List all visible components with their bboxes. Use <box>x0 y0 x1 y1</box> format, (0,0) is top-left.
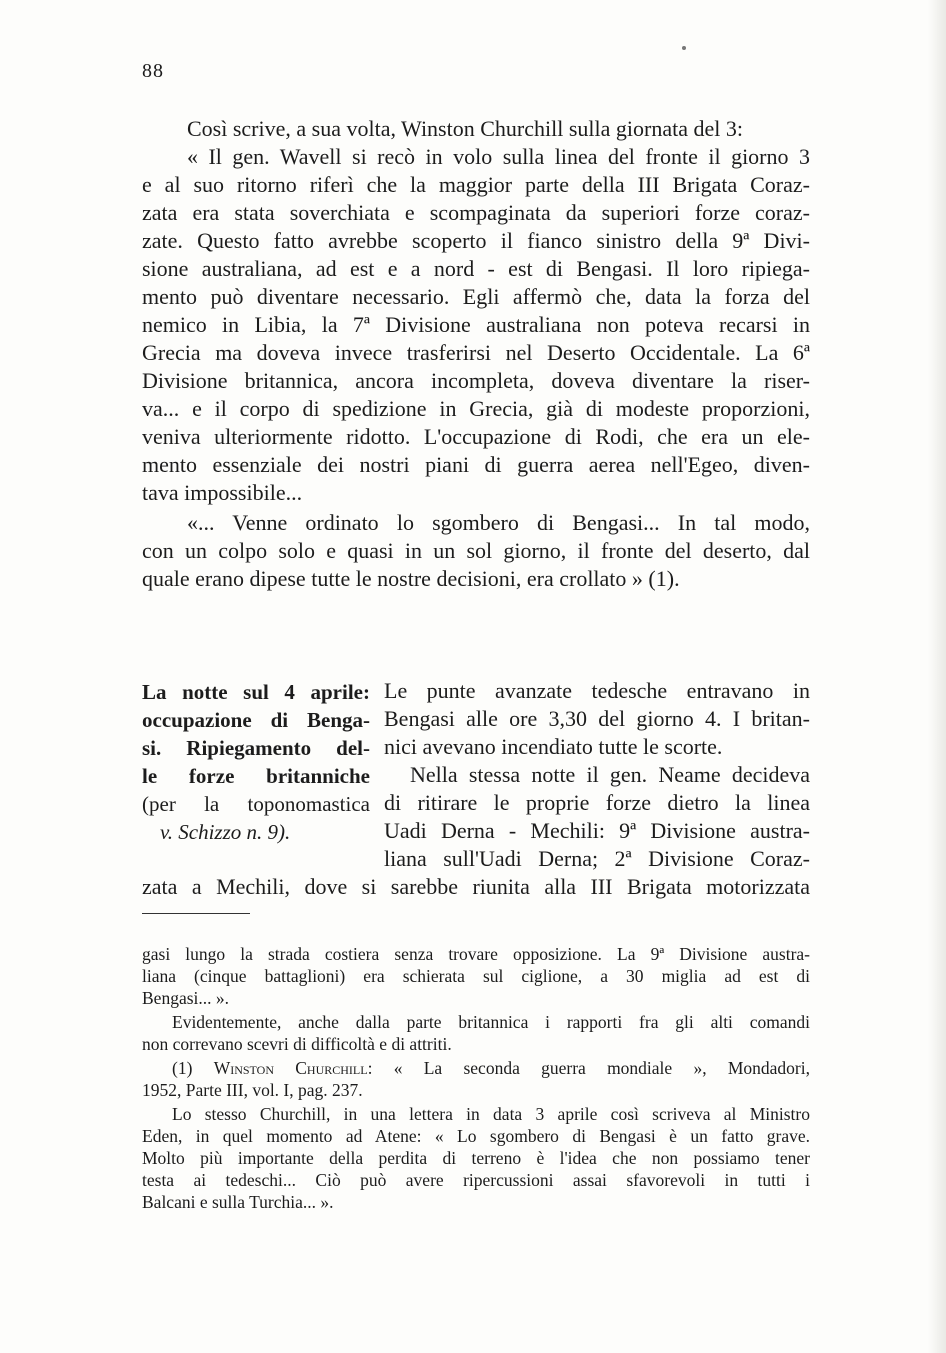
body-line: tava impossibile... <box>142 480 303 505</box>
footnote-title: : « La seconda guerra mondiale », Mondadori, <box>367 1058 810 1078</box>
column-line: nici avevano incendiato tutte le scorte. <box>384 734 723 759</box>
column-line: Nella stessa notte il gen. Neame decideva <box>410 762 810 787</box>
footnote-line: liana (cinque battaglioni) era schierata sul ciglione, a 30 miglia ad est di <box>142 966 810 986</box>
footnote-line: Lo stesso Churchill, in una lettera in data 3 aprile così scriveva al Ministro <box>172 1104 810 1124</box>
footnote-line: Molto più importante della perdita di terreno è l'idea che non possiamo tener <box>142 1148 810 1168</box>
footnote-line: Balcani e sulla Turchia... ». <box>142 1192 334 1212</box>
body-line: « Il gen. Wavell si recò in volo sulla linea del fronte il giorno 3 <box>187 144 810 169</box>
body-line: zate. Questo fatto avrebbe scoperto il fianco sinistro della 9ª Divi- <box>142 228 810 253</box>
body-line: veniva ulteriormente ridotto. L'occupazione di Rodi, che era un ele- <box>142 424 810 449</box>
body-line: con un colpo solo e quasi in un sol giorno, il fronte del deserto, dal <box>142 538 810 563</box>
body-line: nemico in Libia, la 7ª Divisione australiana non poteva recarsi in <box>142 312 810 337</box>
body-line: mento essenziale dei nostri piani di guerra aerea nell'Egeo, diven- <box>142 452 810 477</box>
page-number: 88 <box>142 60 164 82</box>
column-line: Uadi Derna - Mechili: 9ª Divisione austra- <box>384 818 810 843</box>
body-line: va... e il corpo di spedizione in Grecia, già di modeste proporzioni, <box>142 396 810 421</box>
body-line: Grecia ma doveva invece trasferirsi nel Deserto Occidentale. La 6ª <box>142 340 810 365</box>
body-line: e al suo ritorno riferì che la maggior parte della III Brigata Coraz- <box>142 172 810 197</box>
body-line: quale erano dipese tutte le nostre decisioni, era crollato » (1). <box>142 566 680 591</box>
footnote-line: 1952, Parte III, vol. I, pag. 237. <box>142 1080 363 1100</box>
body-line: Così scrive, a sua volta, Winston Churchill sulla giornata del 3: <box>187 116 743 141</box>
sidenote-line: (per la toponomastica <box>142 792 370 816</box>
footnote-line: testa ai tedeschi... Ciò può avere ripercussioni assai sfavorevoli in tutti i <box>142 1170 810 1190</box>
print-speck <box>682 46 686 50</box>
sidenote-line: si. Ripiegamento del- <box>142 736 370 760</box>
footnote-line: Evidentemente, anche dalla parte britannica i rapporti fra gli alti comandi <box>172 1012 810 1032</box>
footnote-reference <box>172 1058 810 1079</box>
body-line: «... Venne ordinato lo sgombero di Bengasi... In tal modo, <box>187 510 810 535</box>
sidenote-line: occupazione di Benga- <box>142 708 370 732</box>
footnote-separator <box>142 913 250 914</box>
footnote-line: non correvano scevri di difficoltà e di attriti. <box>142 1034 452 1054</box>
body-line: zata a Mechili, dove si sarebbe riunita alla III Brigata motorizzata <box>142 874 810 899</box>
page-edge-shadow <box>928 0 946 1353</box>
footnote-line: Bengasi... ». <box>142 988 230 1008</box>
body-line: zata era stata soverchiata e scompaginata da superiori forze coraz- <box>142 200 810 225</box>
column-line: Bengasi alle ore 3,30 del giorno 4. I britan- <box>384 706 810 731</box>
sidenote-line: La notte sul 4 aprile: <box>142 680 370 704</box>
column-line: di ritirare le proprie forze dietro la linea <box>384 790 810 815</box>
footnote-line: gasi lungo la strada costiera senza trovare opposizione. La 9ª Divisione austra- <box>142 944 810 964</box>
column-line: Le punte avanzate tedesche entravano in <box>384 678 810 703</box>
footnote-number: (1) <box>172 1058 193 1078</box>
sidenote-line: v. Schizzo n. 9). <box>160 820 291 844</box>
sidenote-line: le forze britanniche <box>142 764 370 788</box>
body-line: sione australiana, ad est e a nord - est di Bengasi. Il loro ripiega- <box>142 256 810 281</box>
body-line: mento può diventare necessario. Egli affermò che, data la forza del <box>142 284 810 309</box>
footnote-author: Winston Churchill <box>213 1058 368 1078</box>
column-line: liana sull'Uadi Derna; 2ª Divisione Coraz- <box>384 846 810 871</box>
footnote-line: Eden, in quel momento ad Atene: « Lo sgombero di Bengasi è un fatto grave. <box>142 1126 810 1146</box>
body-line: Divisione britannica, ancora incompleta, doveva diventare la riser- <box>142 368 810 393</box>
